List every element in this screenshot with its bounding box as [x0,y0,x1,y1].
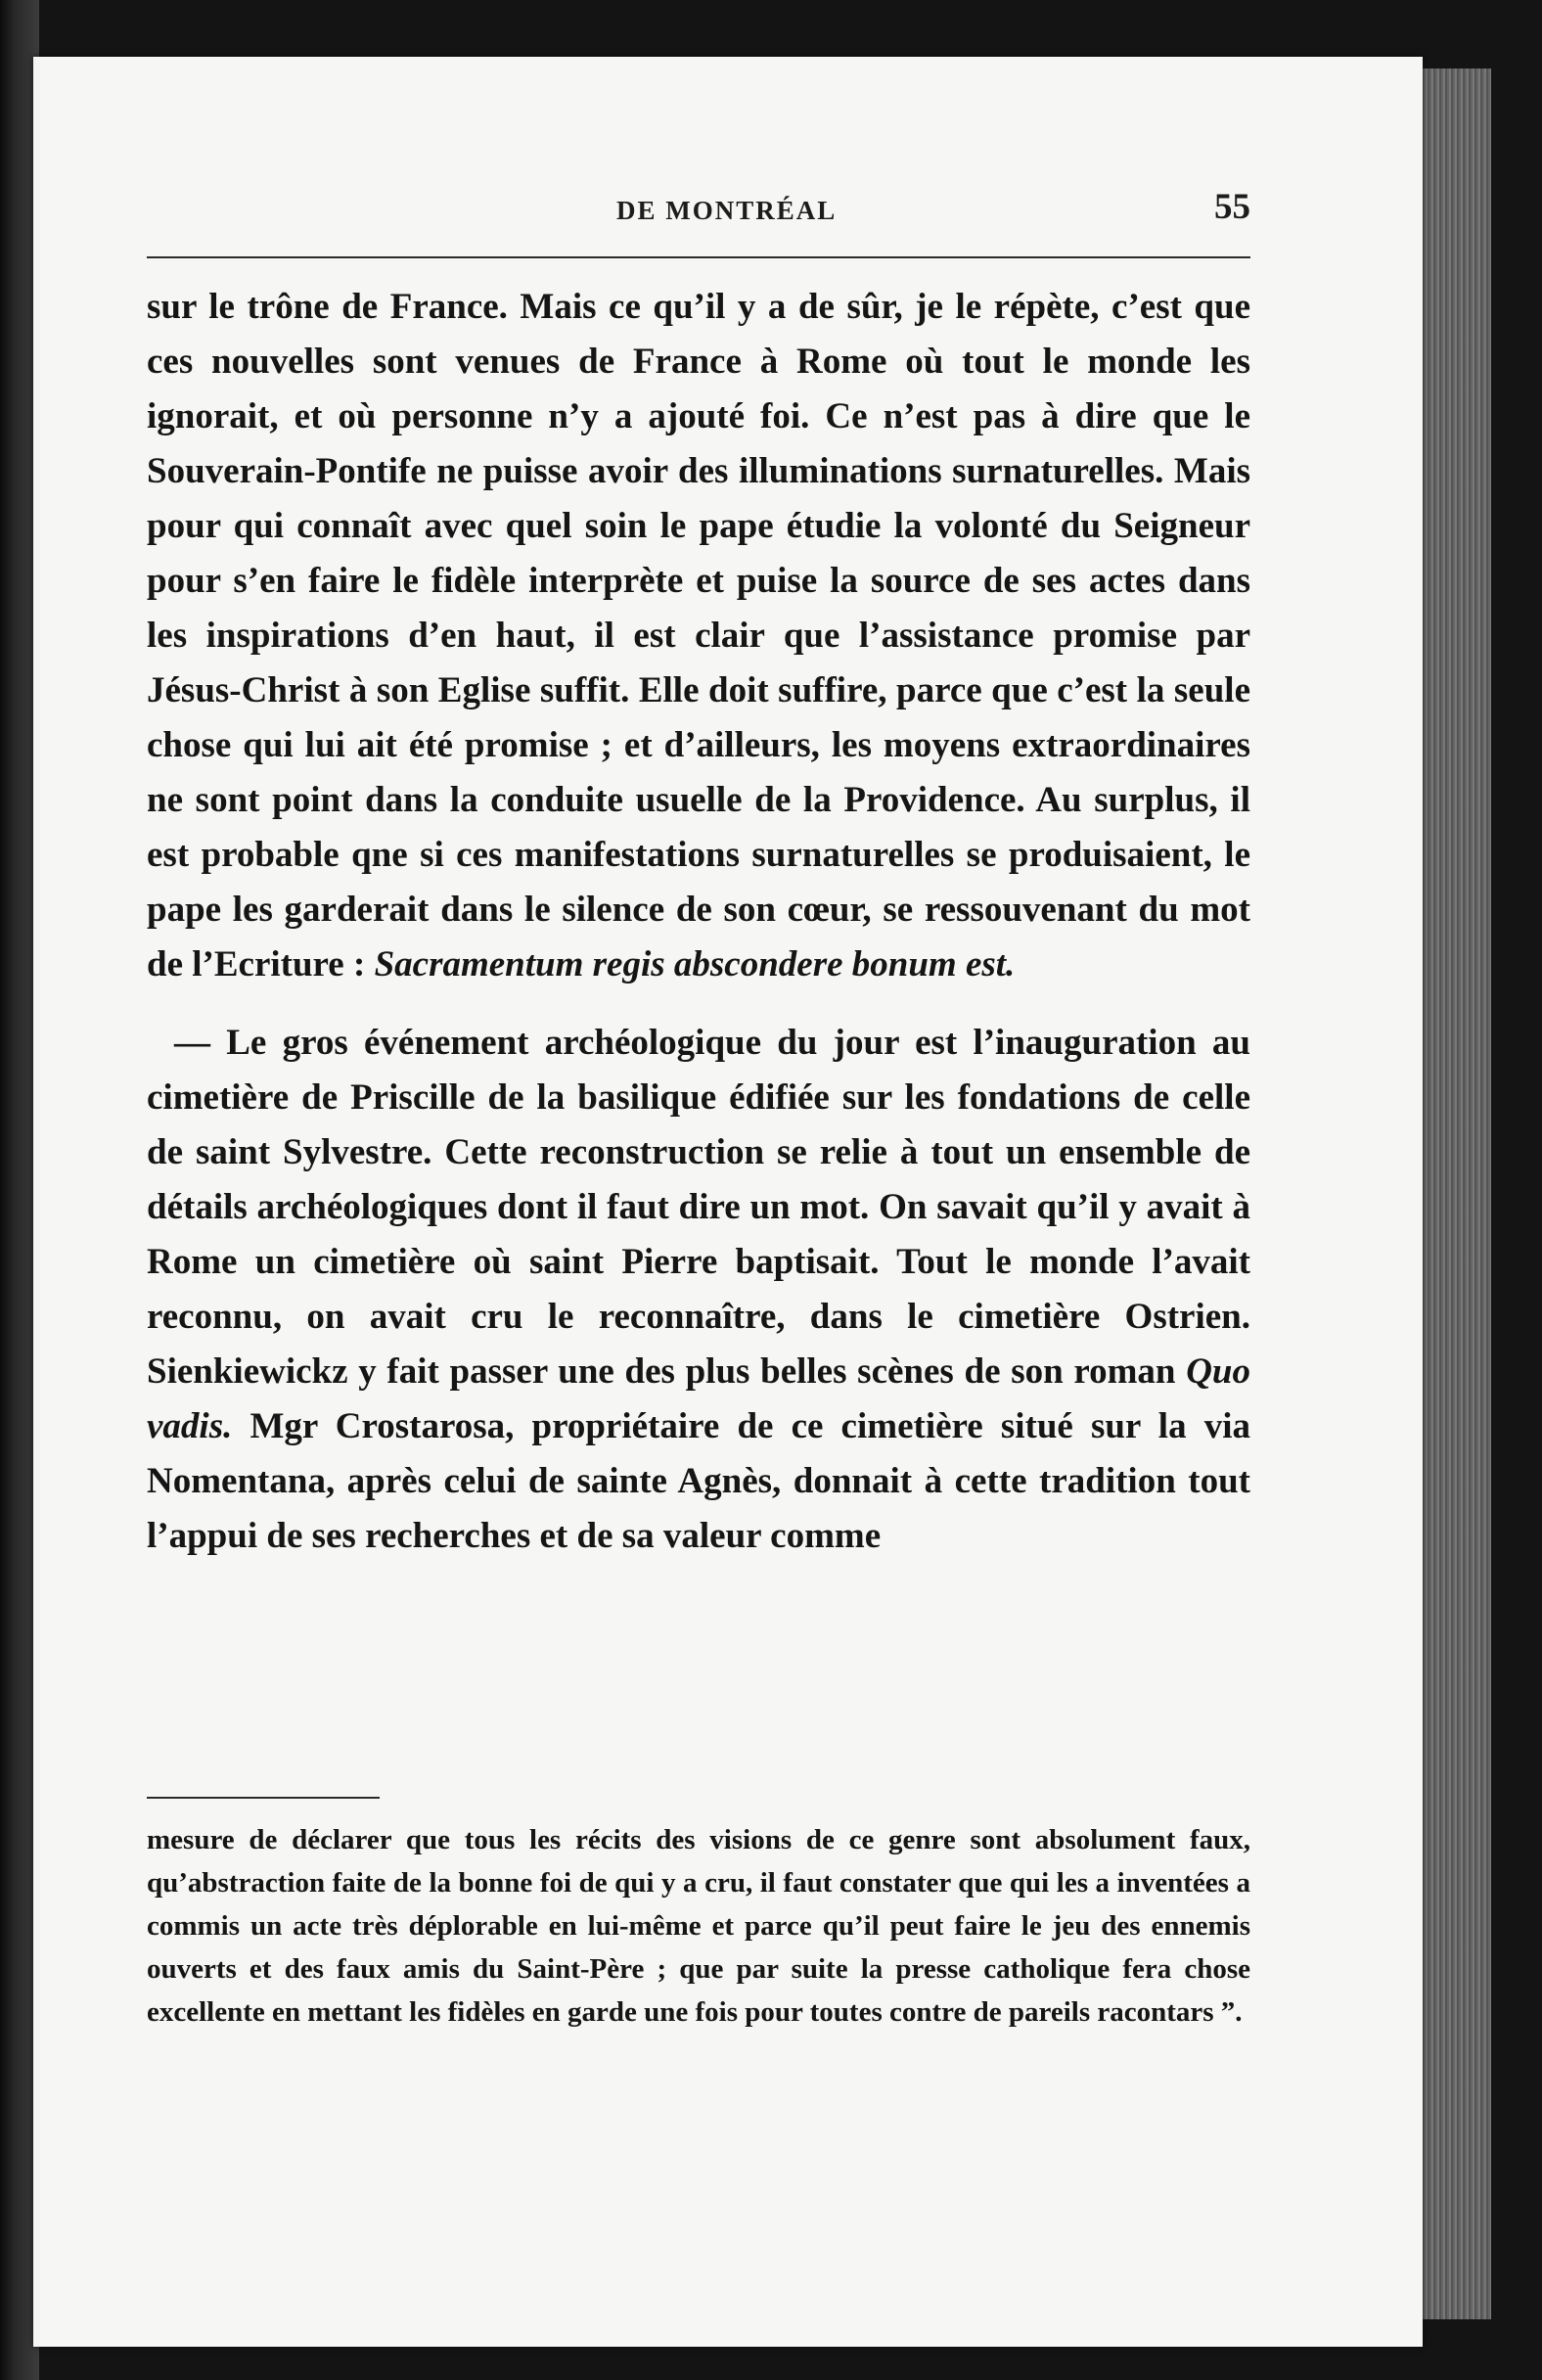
latin-quote: Sacramentum regis abscondere bonum est. [374,944,1016,984]
paragraph-1-text: sur le trône de France. Mais ce qu’il y a de sûr, je le répète, c’est que ces nouvelles sont venues de France à Rome où tout le monde les ignorait, et où personne n’y a ajouté foi. Ce n’est pas à dire que le Souverain-Pontife ne puisse avoir des illuminations surnaturelles. Mais pour qui connaît avec quel soin le pape étudie la volonté du Seigneur pour s’en faire le fidèle interprète et puise la source de ses actes dans les inspirations d’en haut, il est clair que l’assistance promise par Jésus-Christ à son Eglise suffit. Elle doit suffire, parce que c’est la seule chose qui lui ait été promise ; et d’ailleurs, les moyens extraordinaires ne sont point dans la conduite usuelle de la Providence. Au surplus, il est probable qne si ces manifestations surnaturelles se produisaient, le pape les garderait dans le silence de son cœur, se ressouvenant du mot de l’Ecriture : [147,287,1250,984]
paragraph-2-text-a: — Le gros événement archéologique du jour est l’inauguration au cimetière de Priscille de la basilique édifiée sur les fondations de celle de saint Sylvestre. Cette reconstruction se relie à tout un ensemble de détails archéologiques dont il faut dire un mot. On savait qu’il y avait à Rome un cimetière où saint Pierre baptisait. Tout le monde l’avait reconnu, on avait cru le reconnaître, dans le cimetière Ostrien. Sienkiewickz y fait passer une des plus belles scènes de son roman [147,1023,1250,1392]
paragraph-2 [147,1016,1250,1564]
paragraph-1 [147,280,1250,992]
page-number: 55 [1214,187,1250,227]
footnote [147,1818,1250,2034]
footnote-text: mesure de déclarer que tous les récits des visions de ce genre sont absolument faux, qu’abstraction faite de la bonne foi de qui y a cru, il faut constater que qui les a inventées a commis un acte très déplorable en lui-même et parce qu’il peut faire le jeu des ennemis ouverts et des faux amis du Saint-Père ; que par suite la presse catholique fera chose excellente en mettant les fidèles en garde une fois pour toutes contre de pareils racontars ”. [147,1824,1250,2028]
paragraph-2-text-b: Mgr Crostarosa, propriétaire de ce cimetière situé sur la via Nomentana, après celui de sainte Agnès, donnait à cette tradition tout l’appui de ses recherches et de sa valeur comme [147,1406,1250,1556]
page-stack-edge [1413,69,1491,2319]
footnote-rule [147,1797,380,1799]
header-rule [147,256,1250,258]
running-title: DE MONTRÉAL [616,196,838,225]
main-text [147,280,1250,1564]
page-header [147,182,1250,251]
novel-title: Quo vadis. [147,1351,1250,1446]
